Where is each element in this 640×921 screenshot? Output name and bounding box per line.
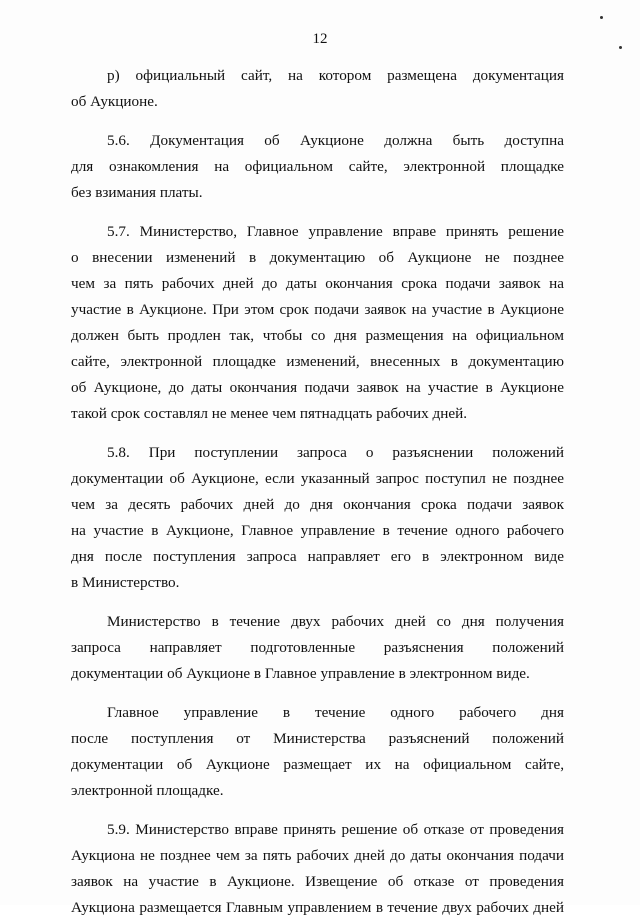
- text-line: должен быть продлен так, чтобы со дня размещения на официальном: [71, 327, 564, 344]
- text-line: об Аукционе.: [71, 93, 158, 110]
- text-line: 5.9. Министерство вправе принять решение об отказе от проведения: [107, 821, 564, 838]
- text-line: такой срок составлял не менее чем пятнадцать рабочих дней.: [71, 405, 468, 422]
- text-line: 5.7. Министерство, Главное управление вправе принять решение: [107, 223, 564, 240]
- text-line: о внесении изменений в документацию об Аукционе не позднее: [71, 249, 564, 266]
- paragraph: [71, 700, 564, 804]
- text-line: 5.8. При поступлении запроса о разъяснении положений: [107, 444, 564, 461]
- text-line: заявок на участие в Аукционе. Извещение об отказе от проведения: [71, 873, 564, 890]
- text-line: Аукциона не позднее чем за пять рабочих дней до даты окончания подачи: [71, 847, 564, 864]
- paragraph-gap: [71, 596, 564, 609]
- text-line: в Министерство.: [71, 574, 180, 591]
- text-line: Аукциона размещается Главным управлением в течение двух рабочих дней: [71, 899, 564, 916]
- text-line: сайте, электронной площадке изменений, внесенных в документацию: [71, 353, 564, 370]
- text-line: чем за пять рабочих дней до даты окончания срока подачи заявок на: [71, 275, 564, 292]
- text-line: об Аукционе, до даты окончания подачи заявок на участие в Аукционе: [71, 379, 564, 396]
- text-line: без взимания платы.: [71, 184, 203, 201]
- paragraph-gap: [71, 115, 564, 128]
- text-line: участие в Аукционе. При этом срок подачи заявок на участие в Аукционе: [71, 301, 564, 318]
- document-body: [71, 63, 564, 921]
- paragraph-gap: [71, 427, 564, 440]
- text-line: на участие в Аукционе, Главное управление в течение одного рабочего: [71, 522, 564, 539]
- text-line: для ознакомления на официальном сайте, электронной площадке: [71, 158, 564, 175]
- text-line: р) официальный сайт, на котором размещена документация: [107, 67, 564, 84]
- paragraph: [71, 219, 564, 427]
- text-line: документации об Аукционе размещает их на официальном сайте,: [71, 756, 564, 773]
- text-line: Главное управление в течение одного рабочего дня: [107, 704, 564, 721]
- text-line: электронной площадке.: [71, 782, 224, 799]
- text-line: дня после поступления запроса направляет его в электронном виде: [71, 548, 564, 565]
- paragraph: [71, 440, 564, 596]
- text-line: запроса направляет подготовленные разъяснения положений: [71, 639, 564, 656]
- paragraph-gap: [71, 687, 564, 700]
- text-line: документации об Аукционе в Главное управление в электронном виде.: [71, 665, 530, 682]
- paragraph-gap: [71, 206, 564, 219]
- scan-speck: [600, 16, 603, 19]
- paragraph: [71, 817, 564, 921]
- paragraph: [71, 609, 564, 687]
- text-line: после поступления от Министерства разъяснений положений: [71, 730, 564, 747]
- paragraph: [71, 128, 564, 206]
- page-number: 12: [312, 31, 328, 47]
- text-line: 5.6. Документация об Аукционе должна быть доступна: [107, 132, 564, 149]
- text-line: чем за десять рабочих дней до дня окончания срока подачи заявок: [71, 496, 564, 513]
- paragraph: [71, 63, 564, 115]
- scan-speck: [619, 46, 622, 49]
- text-line: документации об Аукционе, если указанный запрос поступил не позднее: [71, 470, 564, 487]
- text-line: Министерство в течение двух рабочих дней со дня получения: [107, 613, 564, 630]
- paragraph-gap: [71, 804, 564, 817]
